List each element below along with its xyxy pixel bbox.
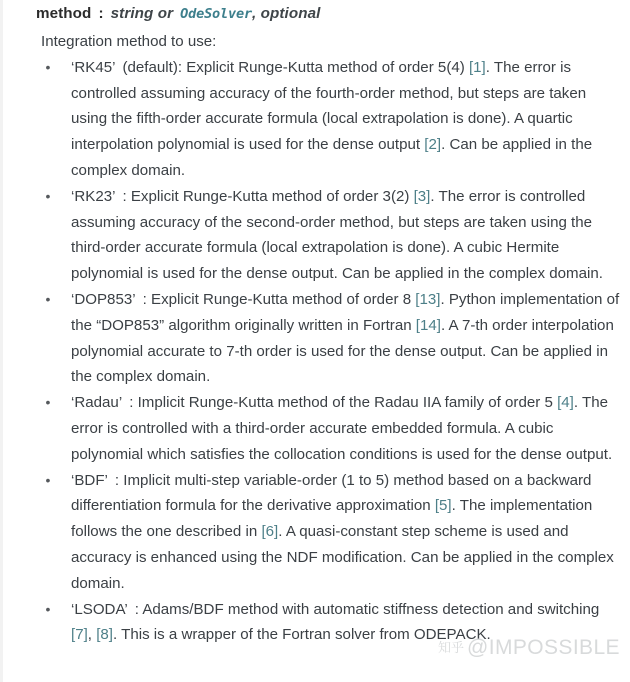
method-option-name: ‘Radau’: [71, 394, 123, 412]
method-option-item: [41, 390, 622, 467]
method-option-name: ‘LSODA’: [71, 600, 128, 618]
reference-link[interactable]: [6]: [261, 523, 279, 541]
method-option-text: : Explicit Runge-Kutta method of order 3(2): [122, 187, 414, 205]
method-option-text: : Implicit multi-step variable-order (1 to 5) method based on a backward differentiation formula for the derivative approximation: [71, 471, 592, 515]
method-option-item: [41, 468, 622, 597]
parameter-type-prefix: string or: [110, 5, 174, 22]
method-option-text: : Explicit Runge-Kutta method of order 8: [142, 290, 416, 308]
watermark-site: 知乎: [438, 640, 465, 655]
method-option-text: . The implementation follows the one described in: [71, 497, 593, 541]
method-option-item: [41, 184, 622, 287]
watermark-handle: @IMPOSSIBLE: [467, 636, 620, 659]
bullet-icon: •: [45, 394, 51, 411]
quoted-term: “DOP853”: [96, 316, 165, 334]
method-option-text: . A quasi-constant step scheme is used and accuracy is enhanced using the NDF modification. Can be applied in the complex domain.: [71, 523, 614, 592]
parameter-separator: :: [98, 5, 104, 22]
reference-link[interactable]: [1]: [468, 58, 486, 76]
reference-link[interactable]: [14]: [415, 316, 441, 334]
method-options-list: [41, 55, 622, 648]
method-option-text: ,: [87, 626, 97, 644]
method-option-name: ‘DOP853’: [71, 290, 136, 308]
reference-link[interactable]: [4]: [557, 394, 574, 412]
method-option-item: [41, 55, 622, 184]
method-option-text: . This is a wrapper of the Fortran solver from ODEPACK.: [112, 626, 491, 644]
reference-link[interactable]: [13]: [415, 290, 441, 308]
description-intro: Integration method to use:: [41, 33, 217, 50]
method-option-text: . The error is controlled assuming accuracy of the fourth-order method, but steps are taken using the fifth-order accurate formula (local extrapolation is done). A quartic interpolation polynomial is used for the dense output: [71, 58, 587, 154]
bullet-icon: •: [45, 471, 51, 488]
bullet-icon: •: [45, 600, 51, 617]
method-option-name: ‘RK45’: [71, 58, 116, 76]
reference-link[interactable]: [8]: [96, 626, 113, 644]
method-option-text: . A 7-th order interpolation polynomial accurate to 7-th order is used for the dense output. Can be applied in the complex domain.: [71, 316, 614, 386]
method-option-name: ‘BDF’: [71, 471, 108, 489]
reference-link[interactable]: [2]: [424, 136, 442, 154]
method-option-text: : Adams/BDF method with automatic stiffness detection and switching: [134, 600, 600, 618]
method-option-text: (default): Explicit Runge-Kutta method of order 5(4): [122, 58, 469, 76]
method-option-text: . The error is controlled assuming accuracy of the second-order method, but steps are taken using the third-order accurate formula (local extrapolation is done). A cubic Hermite polynomial is used for the dense output. Can be applied in the complex domain.: [71, 187, 603, 283]
parameter-type-suffix: , optional: [251, 5, 321, 22]
bullet-icon: •: [45, 58, 51, 75]
method-option-text: : Implicit Runge-Kutta method of the Radau IIA family of order 5: [129, 394, 558, 412]
reference-link[interactable]: [5]: [434, 497, 452, 515]
parameter-signature: [0, 0, 630, 24]
method-option-item: [41, 287, 622, 390]
bullet-icon: •: [45, 187, 51, 204]
method-option-text: . The error is controlled with a third-order accurate embedded formula. A cubic polynomial which satisfies the collocation conditions is used for the dense output.: [71, 394, 613, 463]
method-option-name: ‘RK23’: [71, 187, 116, 205]
parameter-description: [0, 29, 630, 648]
bullet-icon: •: [45, 290, 51, 307]
reference-link[interactable]: [7]: [71, 626, 88, 644]
parameter-name: method: [36, 5, 92, 22]
reference-link[interactable]: [3]: [413, 187, 431, 205]
method-option-text: algorithm originally written in Fortran: [164, 316, 416, 334]
method-option-text: . Can be applied in the complex domain.: [71, 136, 593, 179]
method-option-text: . Python implementation of the: [71, 290, 620, 334]
method-option-item: [41, 597, 622, 649]
parameter-type-code[interactable]: OdeSolver: [180, 6, 252, 22]
